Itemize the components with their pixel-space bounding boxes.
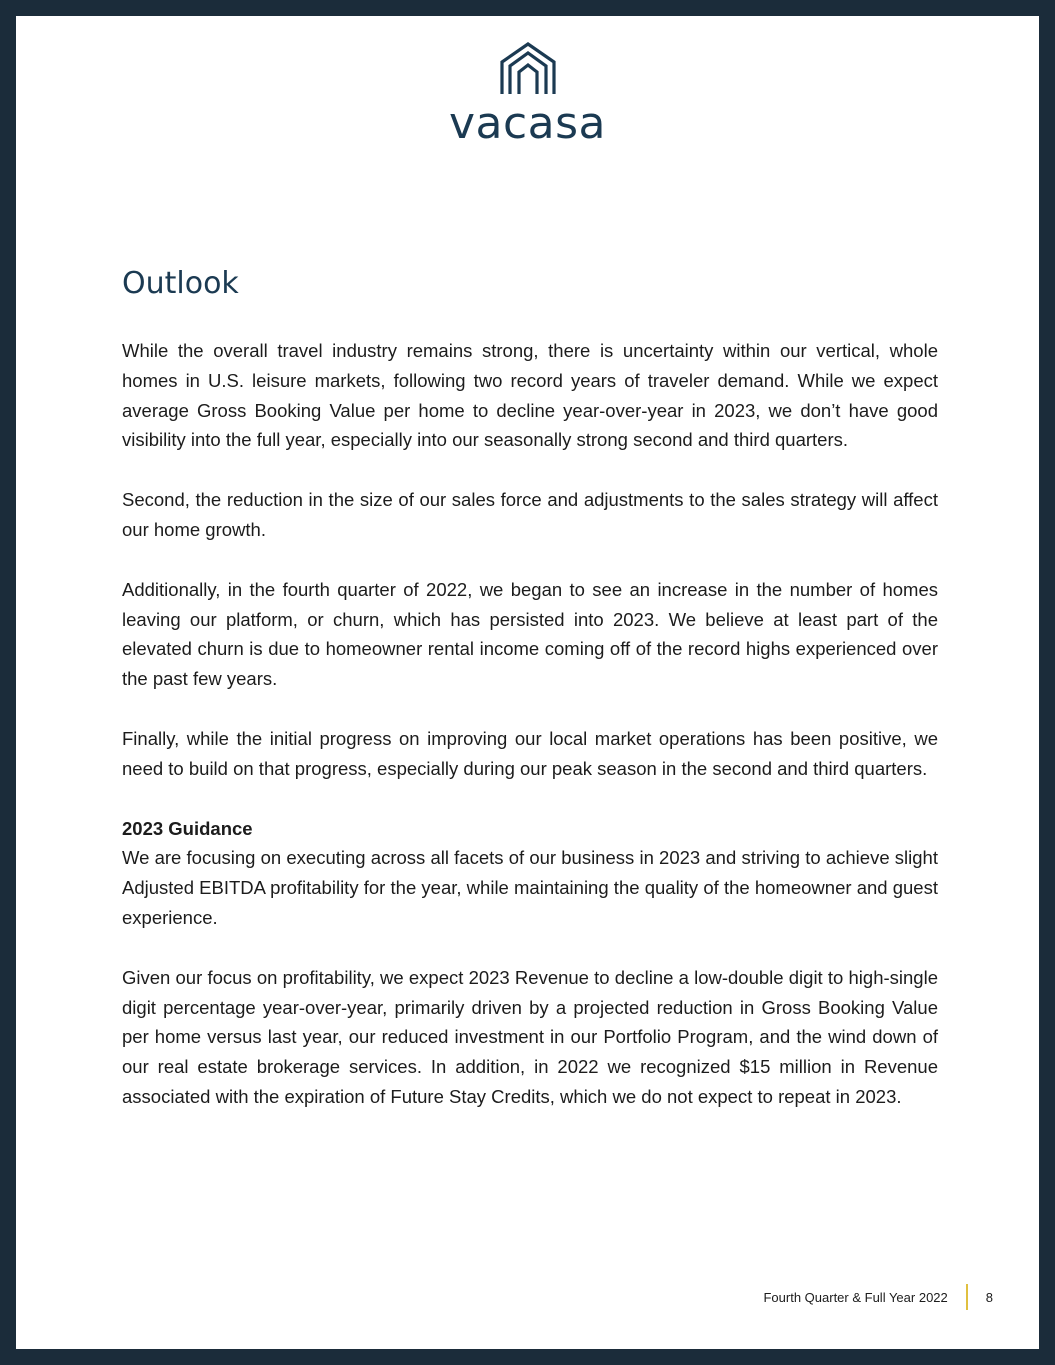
footer-report-label: Fourth Quarter & Full Year 2022 [763,1289,948,1305]
guidance-paragraph-1: We are focusing on executing across all facets of our business in 2023 and striving to achieve slight Adjusted EBITDA profitability for the year, while maintaining the quality of the homeowner and guest experience. [122,847,938,928]
page-title: Outlook [122,266,239,301]
logo-wordmark: vacasa [448,98,607,149]
guidance-heading: 2023 Guidance [122,817,253,839]
document-page [16,16,1039,1349]
house-logo-icon [500,42,556,96]
page-number: 8 [985,1289,993,1305]
paragraph-intro-2: Second, the reduction in the size of our sales force and adjustments to the sales strategy will affect our home growth. [122,489,938,540]
paragraph-intro-1: While the overall travel industry remains strong, there is uncertainty within our vertical, whole homes in U.S. leisure markets, following two record years of traveler demand. While we expect average Gross Booking Value per home to decline year-over-year in 2023, we don’t have good visibility into the full year, especially into our seasonally strong second and third quarters. [122,340,938,451]
vacasa-logo [16,42,1039,149]
paragraph-intro-4: Finally, while the initial progress on improving our local market operations has been positive, we need to build on that progress, especially during our peak season in the second and third quarters. [122,727,938,779]
main-content [122,264,938,1142]
footer-divider [966,1284,968,1310]
guidance-paragraph-2: Given our focus on profitability, we expect 2023 Revenue to decline a low-double digit to high-single digit percentage year-over-year, primarily driven by a projected reduction in Gross Booking Value per home versus last year, our reduced investment in our Portfolio Program, and the wind down of our real estate brokerage services. In addition, in 2022 we recognized $15 million in Revenue associated with the expiration of Future Stay Credits, which we do not expect to repeat in 2023. [122,966,938,1107]
paragraph-intro-3: Additionally, in the fourth quarter of 2022, we began to see an increase in the number of homes leaving our platform, or churn, which has persisted into 2023. We believe at least part of the elevated churn is due to homeowner rental income coming off of the record highs experienced over the past few years. [122,578,938,690]
page-footer [763,1284,993,1310]
